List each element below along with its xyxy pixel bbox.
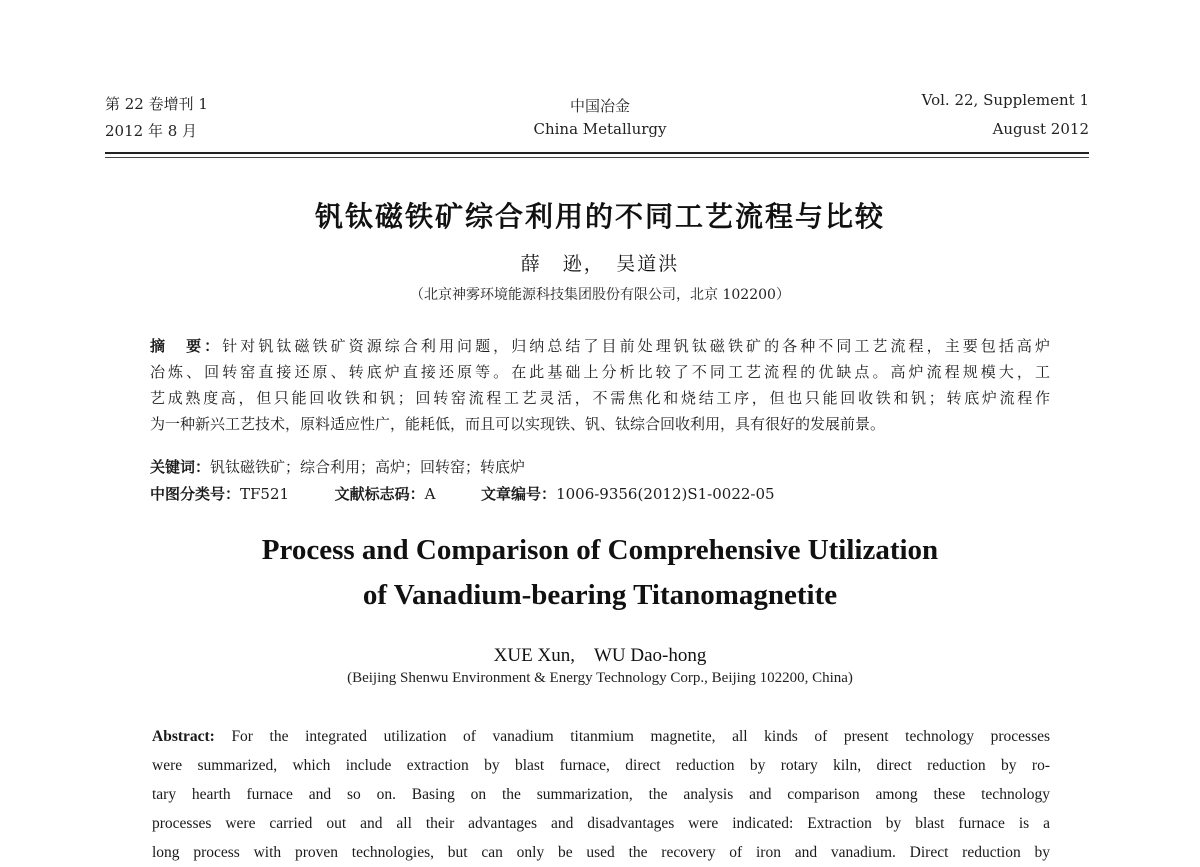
abstract-en-line: processes were carried out and all their advantages and disadvantages were indicated: Extraction by blast furnace is a (152, 815, 1050, 832)
abstract-cn-line: 冶炼、回转窑直接还原、转底炉直接还原等。在此基础上分析比较了不同工艺流程的优缺点。高炉流程规模大，工 (150, 363, 1050, 381)
header-journal-en: China Metallurgy (533, 120, 667, 138)
abstract-cn-line: 为一种新兴工艺技术，原料适应性广，能耗低，而且可以实现铁、钒、钛综合回收利用，具有很好的发展前景。 (150, 415, 886, 433)
header-volume-cn: 第 22 卷增刊 1 (105, 95, 208, 113)
abstract-cn-line: 摘 要：针对钒钛磁铁矿资源综合利用问题，归纳总结了目前处理钒钛磁铁矿的各种不同工艺流程，主要包括高炉 (150, 337, 1050, 355)
header-rule-thin (105, 157, 1089, 158)
paper-title-en-line1: Process and Comparison of Comprehensive Utilization (261, 534, 939, 566)
doc-code-value: A (424, 485, 436, 503)
abstract-cn-line: 艺成熟度高，但只能回收铁和钒；回转窑流程工艺灵活，不需焦化和烧结工序，但也只能回收铁和钒；转底炉流程作 (150, 389, 1050, 407)
abstract-cn-label: 摘 要： (150, 337, 223, 355)
abstract-en-line: tary hearth furnace and so on. Basing on the summarization, the analysis and comparison among these technology (152, 786, 1050, 803)
abstract-en (152, 722, 1050, 867)
header-rule-thick (105, 152, 1089, 154)
keywords-cn-label: 关键词： (150, 458, 211, 476)
header-date-cn: 2012 年 8 月 (105, 122, 198, 140)
paper-title-en-line2: of Vanadium-bearing Titanomagnetite (362, 579, 838, 611)
affiliation-cn: （北京神雾环境能源科技集团股份有限公司，北京 102200） (410, 287, 790, 303)
header-volume-en: Vol. 22, Supplement 1 (921, 91, 1089, 109)
keywords-cn-value: 钒钛磁铁矿；综合利用；高炉；回转窑；转底炉 (210, 458, 526, 476)
class-number-value: TF521 (240, 485, 290, 503)
header-journal-cn: 中国冶金 (569, 97, 630, 115)
classification-row (150, 483, 775, 504)
affiliation-en: (Beijing Shenwu Environment & Energy Technology Corp., Beijing 102200, China) (347, 670, 853, 686)
keywords-cn (150, 456, 525, 477)
authors-cn: 薛 逊， 吴道洪 (520, 253, 680, 275)
paper-title-cn: 钒钛磁铁矿综合利用的不同工艺流程与比较 (314, 200, 885, 233)
abstract-en-line: Abstract: For the integrated utilization of vanadium titanmium magnetite, all kinds of present technology processes (152, 728, 1051, 745)
abstract-en-line: long process with proven technologies, but can only be used the recovery of iron and vanadium. Direct reduction by (152, 844, 1050, 861)
article-number-label: 文章编号： (481, 485, 557, 503)
header-date-en: August 2012 (992, 120, 1089, 138)
doc-code-label: 文献标志码： (334, 485, 425, 503)
abstract-cn (150, 333, 1050, 437)
class-number-label: 中图分类号： (150, 485, 241, 503)
article-number-value: 1006-9356(2012)S1-0022-05 (556, 485, 775, 503)
abstract-en-line: were summarized, which include extraction by blast furnace, direct reduction by rotary kiln, direct reduction by ro- (152, 757, 1050, 774)
abstract-en-label: Abstract: (152, 728, 215, 745)
authors-en: XUE Xun, WU Dao-hong (493, 645, 707, 666)
paper-title-en (0, 528, 1200, 618)
